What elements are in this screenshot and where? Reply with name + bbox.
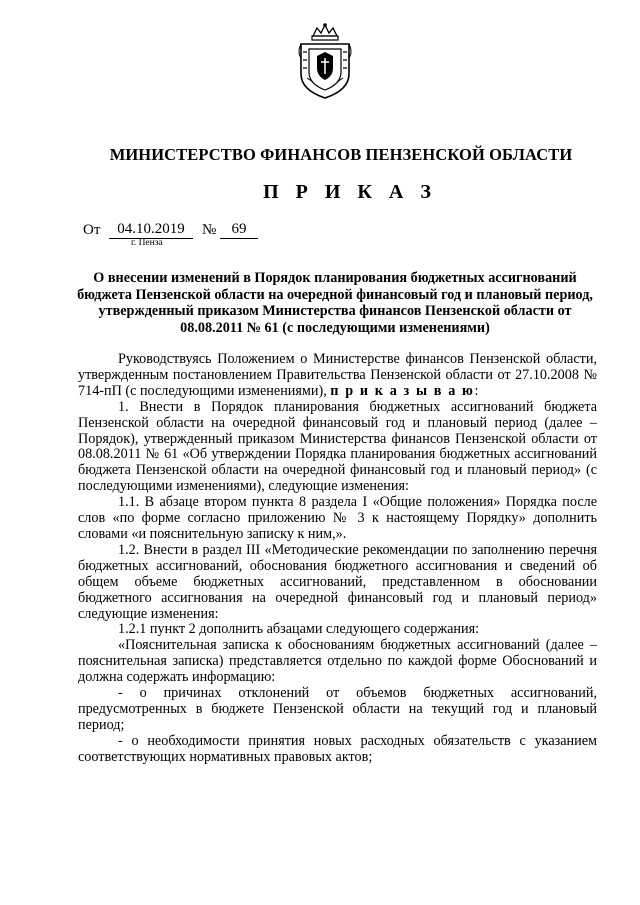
preamble-paragraph: Руководствуясь Положением о Министерстве финансов Пензенской области, утвержденным постановлением Правительства Пензенской области от 27.10.2008 № 714-пП (с последующими изменениями), п р и к а з ы в а ю: xyxy=(78,351,597,399)
command-word: п р и к а з ы в а ю xyxy=(330,382,475,399)
order-body xyxy=(78,352,597,766)
penza-region-coat-of-arms-icon xyxy=(295,22,355,100)
paragraph-1-2: 1.2. Внести в раздел III «Методические рекомендации по заполнению перечня бюджетных ассигнований, обоснования бюджетного ассигнования и сведений об общем объеме бюджетных ассигнований, представленном в обосновании бюджетного ассигнования на очередной финансовый год и плановый период» следующие изменения: xyxy=(78,541,597,622)
document-type-title: П Р И К А З xyxy=(263,181,437,203)
order-date: 04.10.2019 xyxy=(109,222,193,239)
list-item-deviations: - о причинах отклонений от объемов бюджетных ассигнований, предусмотренных в бюджете Пензенской области на текущий год и плановый период; xyxy=(78,685,597,733)
paragraph-explanatory-note: «Пояснительная записка к обоснованиям бюджетных ассигнований (далее – пояснительная записка) представляется отдельно по каждой форме Обоснований и должна содержать информацию: xyxy=(78,637,597,686)
list-item-new-obligations: - о необходимости принятия новых расходных обязательств с указанием соответствующих нормативных правовых актов; xyxy=(78,732,597,765)
date-prefix-label: От xyxy=(83,222,101,238)
paragraph-1-2-1: 1.2.1 пункт 2 дополнить абзацами следующего содержания: xyxy=(118,621,480,638)
paragraph-1-1: 1.1. В абзаце втором пункта 8 раздела I «Общие положения» Порядка после слов «по форме согласно приложению № 3 к настоящему Порядку» дополнить словами «и пояснительную записку к ним,». xyxy=(78,494,597,542)
number-sign-label: № xyxy=(202,222,217,238)
city-label: г. Пенза xyxy=(131,238,163,248)
ministry-name: МИНИСТЕРСТВО ФИНАНСОВ ПЕНЗЕНСКОЙ ОБЛАСТИ xyxy=(109,145,573,164)
order-subject-title: О внесении изменений в Порядок планирования бюджетных ассигнований бюджета Пензенской области на очередной финансовый год и плановый период, утвержденный приказом Министерства финансов Пензенской области от 08.08.2011 № 61 (с последующими изменениями) xyxy=(77,270,593,336)
paragraph-1: 1. Внести в Порядок планирования бюджетных ассигнований бюджета Пензенской области на очередной финансовый год и плановый период (далее – Порядок), утвержденный приказом Министерства финансов Пензенской области от 08.08.2011 № 61 «Об утверждении Порядка планирования бюджетных ассигнований бюджета Пензенской области на очередной финансовый год и плановый период» (с последующими изменениями), следующие изменения: xyxy=(78,398,597,495)
order-number: 69 xyxy=(220,222,258,239)
